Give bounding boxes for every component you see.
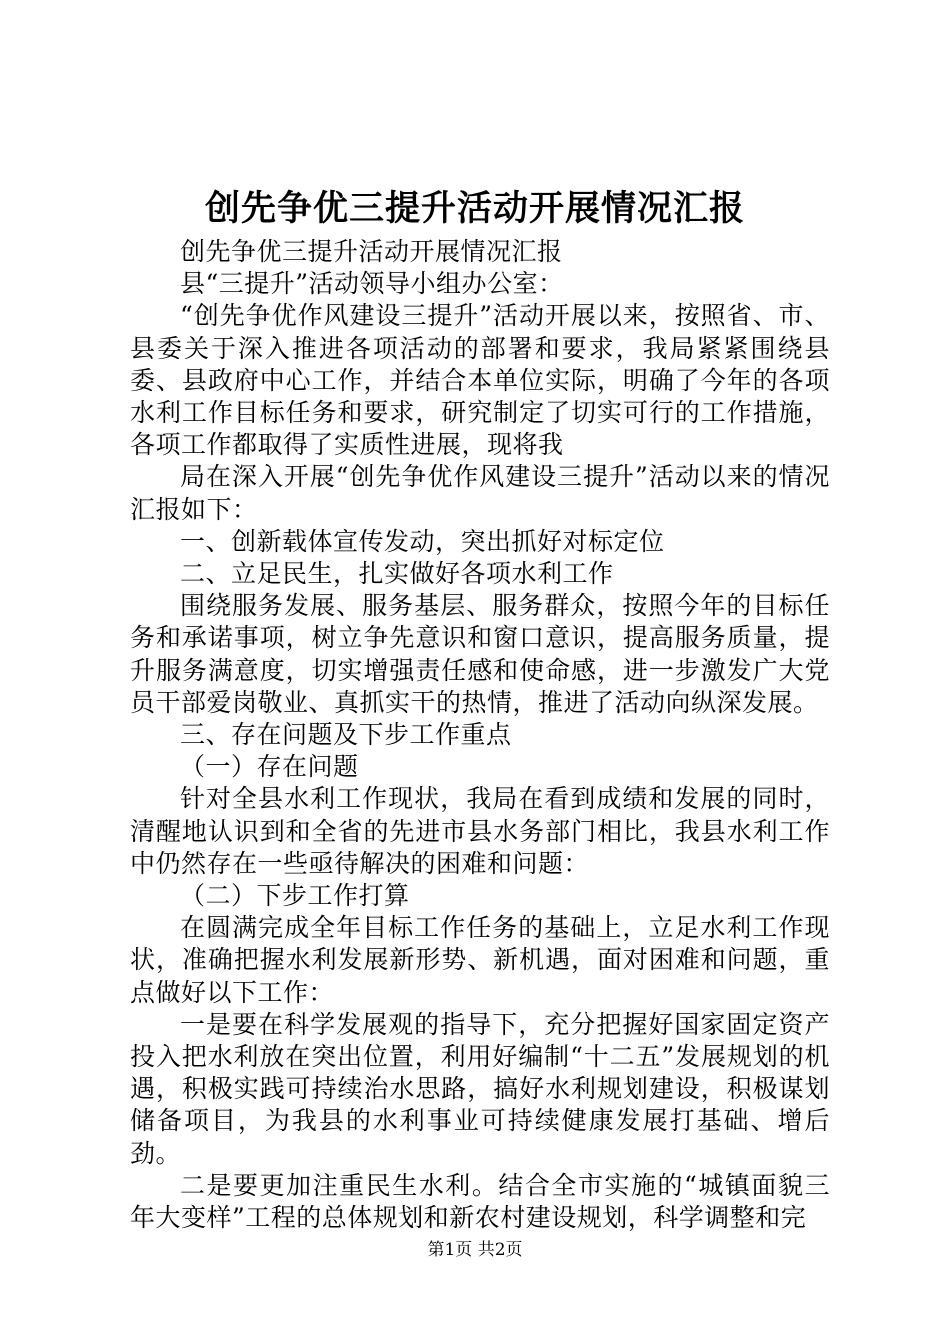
paragraph-intro-continued: 局在深入开展“创先争优作风建设三提升”活动以来的情况汇报如下： bbox=[130, 462, 830, 524]
paragraph-intro: “创先争优作风建设三提升”活动开展以来，按照省、市、县委关于深入推进各项活动的部署和要求，我局紧紧围绕县委、县政府中心工作，并结合本单位实际，明确了今年的各项水利工作目标任务和要求，研究制定了切实可行的工作措施，各项工作都取得了实质性进展，现将我 bbox=[130, 301, 830, 460]
paragraph-subtitle: 创先争优三提升活动开展情况汇报 bbox=[180, 237, 563, 266]
paragraph-addressee: 县“三提升”活动领导小组办公室： bbox=[180, 269, 564, 299]
page-footer: 第1页 共2页 bbox=[427, 1240, 523, 1260]
document-body bbox=[130, 236, 830, 1234]
subsection-heading-problems: （一）存在问题 bbox=[180, 752, 359, 782]
paragraph-plans-intro: 在圆满完成全年目标工作任务的基础上，立足水利工作现状，准确把握水利发展新形势、新机遇，面对困难和问题，重点做好以下工作： bbox=[130, 913, 830, 1007]
paragraph-plan-one: 一是要在科学发展观的指导下，充分把握好国家固定资产投入把水利放在突出位置，利用好编制“十二五”发展规划的机遇，积极实践可持续治水思路，搞好水利规划建设，积极谋划储备项目，为我县的水利事业可持续健康发展打基础、增后劲。 bbox=[130, 1009, 830, 1168]
section-heading-3: 三、存在问题及下步工作重点 bbox=[180, 720, 512, 750]
section-heading-2: 二、立足民生，扎实做好各项水利工作 bbox=[180, 559, 614, 589]
paragraph-problems: 针对全县水利工作现状，我局在看到成绩和发展的同时，清醒地认识到和全省的先进市县水务部门相比，我县水利工作中仍然存在一些亟待解决的困难和问题： bbox=[130, 784, 830, 878]
paragraph-service: 围绕服务发展、服务基层、服务群众，按照今年的目标任务和承诺事项，树立争先意识和窗口意识，提高服务质量，提升服务满意度，切实增强责任感和使命感，进一步激发广大党员干部爱岗敬业、真抓实干的热情，推进了活动向纵深发展。 bbox=[130, 591, 830, 717]
section-heading-1: 一、创新载体宣传发动，突出抓好对标定位 bbox=[180, 526, 665, 556]
subsection-heading-plans: （二）下步工作打算 bbox=[180, 881, 410, 911]
document-title: 创先争优三提升活动开展情况汇报 bbox=[204, 188, 745, 229]
paragraph-plan-two: 二是要更加注重民生水利。结合全市实施的“城镇面貌三年大变样”工程的总体规划和新农村建设规划，科学调整和完 bbox=[130, 1170, 830, 1233]
